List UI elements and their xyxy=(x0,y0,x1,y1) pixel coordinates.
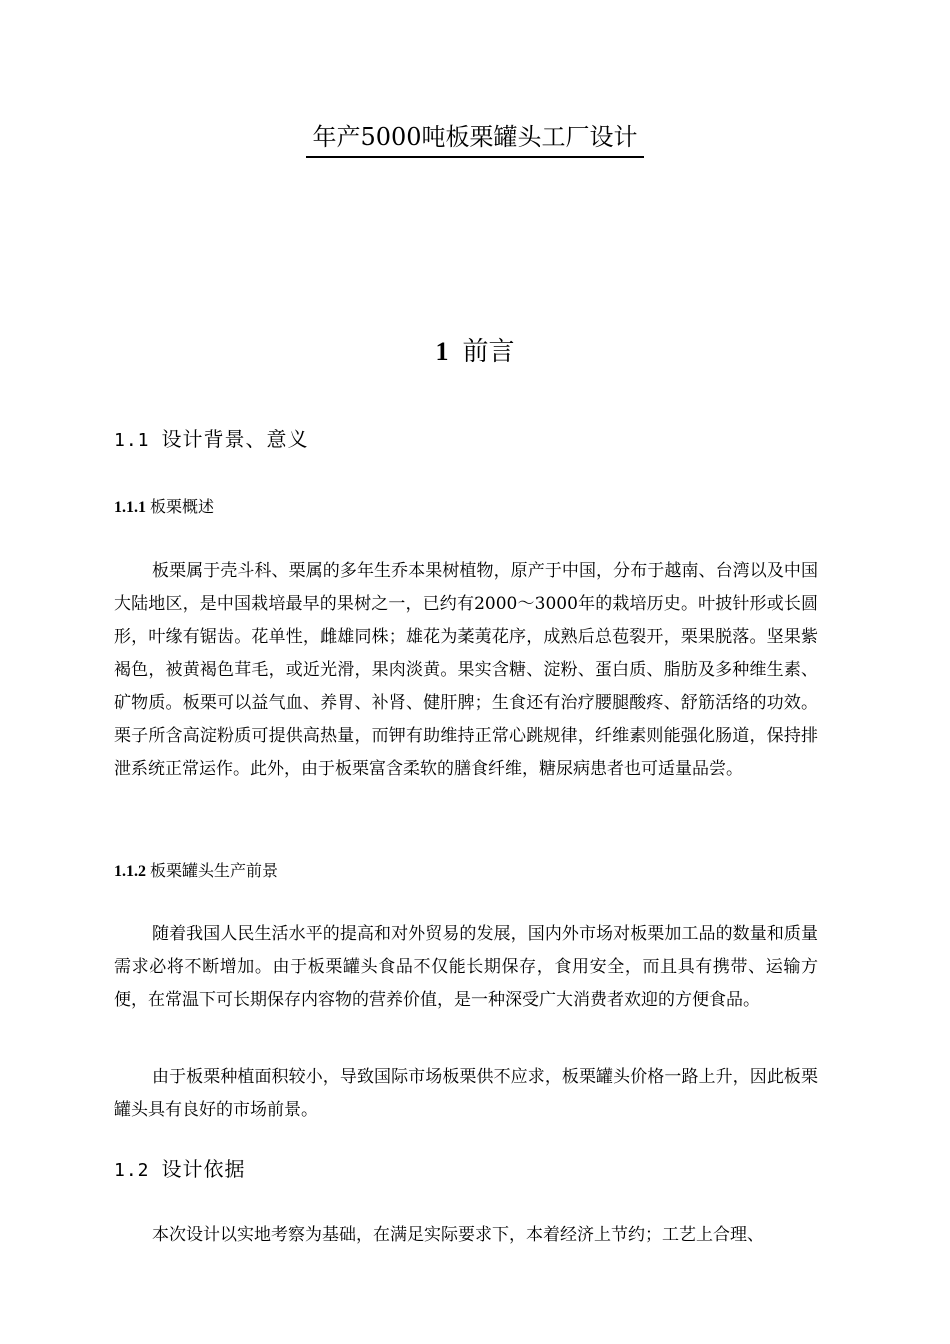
section-number: 1.1 xyxy=(114,430,150,451)
section-number: 1.2 xyxy=(114,1160,150,1181)
subsection-title: 板栗概述 xyxy=(150,497,215,516)
chapter-title: 前言 xyxy=(462,337,515,367)
chapter-heading xyxy=(0,332,950,372)
section-title: 设计背景、意义 xyxy=(161,427,309,451)
subsection-heading-1-1-2 xyxy=(114,858,278,885)
subsection-heading-1-1-1 xyxy=(114,494,214,521)
section-heading-1-1 xyxy=(114,424,309,456)
section-heading-1-2 xyxy=(114,1154,246,1186)
paragraph-market-prospect: 由于板栗种植面积较小，导致国际市场板栗供不应求，板栗罐头价格一路上升，因此板栗罐头具有良好的市场前景。 xyxy=(114,1067,818,1120)
paragraph-chestnut-overview: 板栗属于壳斗科、栗属的多年生乔本果树植物，原产于中国，分布于越南、台湾以及中国大陆地区，是中国栽培最早的果树之一，已约有2000～3000年的栽培历史。叶披针形或长圆形，叶缘有锯齿。花单性，雌雄同株；雄花为葇荑花序，成熟后总苞裂开，栗果脱落。坚果紫褐色，被黄褐色茸毛，或近光滑，果肉淡黄。果实含糖、淀粉、蛋白质、脂肪及多种维生素、矿物质。板栗可以益气血、养胃、补肾、健肝脾；生食还有治疗腰腿酸疼、舒筋活络的功效。栗子所含高淀粉质可提供高热量，而钾有助维持正常心跳规律，纤维素则能强化肠道，保持排泄系统正常运作。此外，由于板栗富含柔软的膳食纤维，糖尿病患者也可适量品尝。 xyxy=(114,561,818,779)
subsection-title: 板栗罐头生产前景 xyxy=(150,861,279,880)
paragraph-market-demand: 随着我国人民生活水平的提高和对外贸易的发展，国内外市场对板栗加工品的数量和质量需求必将不断增加。由于板栗罐头食品不仅能长期保存，食用安全，而且具有携带、运输方便，在常温下可长期保存内容物的营养价值，是一种深受广大消费者欢迎的方便食品。 xyxy=(114,924,818,1010)
paragraph-design-basis: 本次设计以实地考察为基础，在满足实际要求下，本着经济上节约；工艺上合理、 xyxy=(152,1225,764,1245)
section-title: 设计依据 xyxy=(161,1157,246,1181)
subsection-number: 1.1.2 xyxy=(114,863,146,880)
document-title-text: 年产5000吨板栗罐头工厂设计 xyxy=(306,120,643,158)
document-title xyxy=(0,120,950,158)
subsection-number: 1.1.1 xyxy=(114,499,146,516)
chapter-number: 1 xyxy=(435,337,449,366)
